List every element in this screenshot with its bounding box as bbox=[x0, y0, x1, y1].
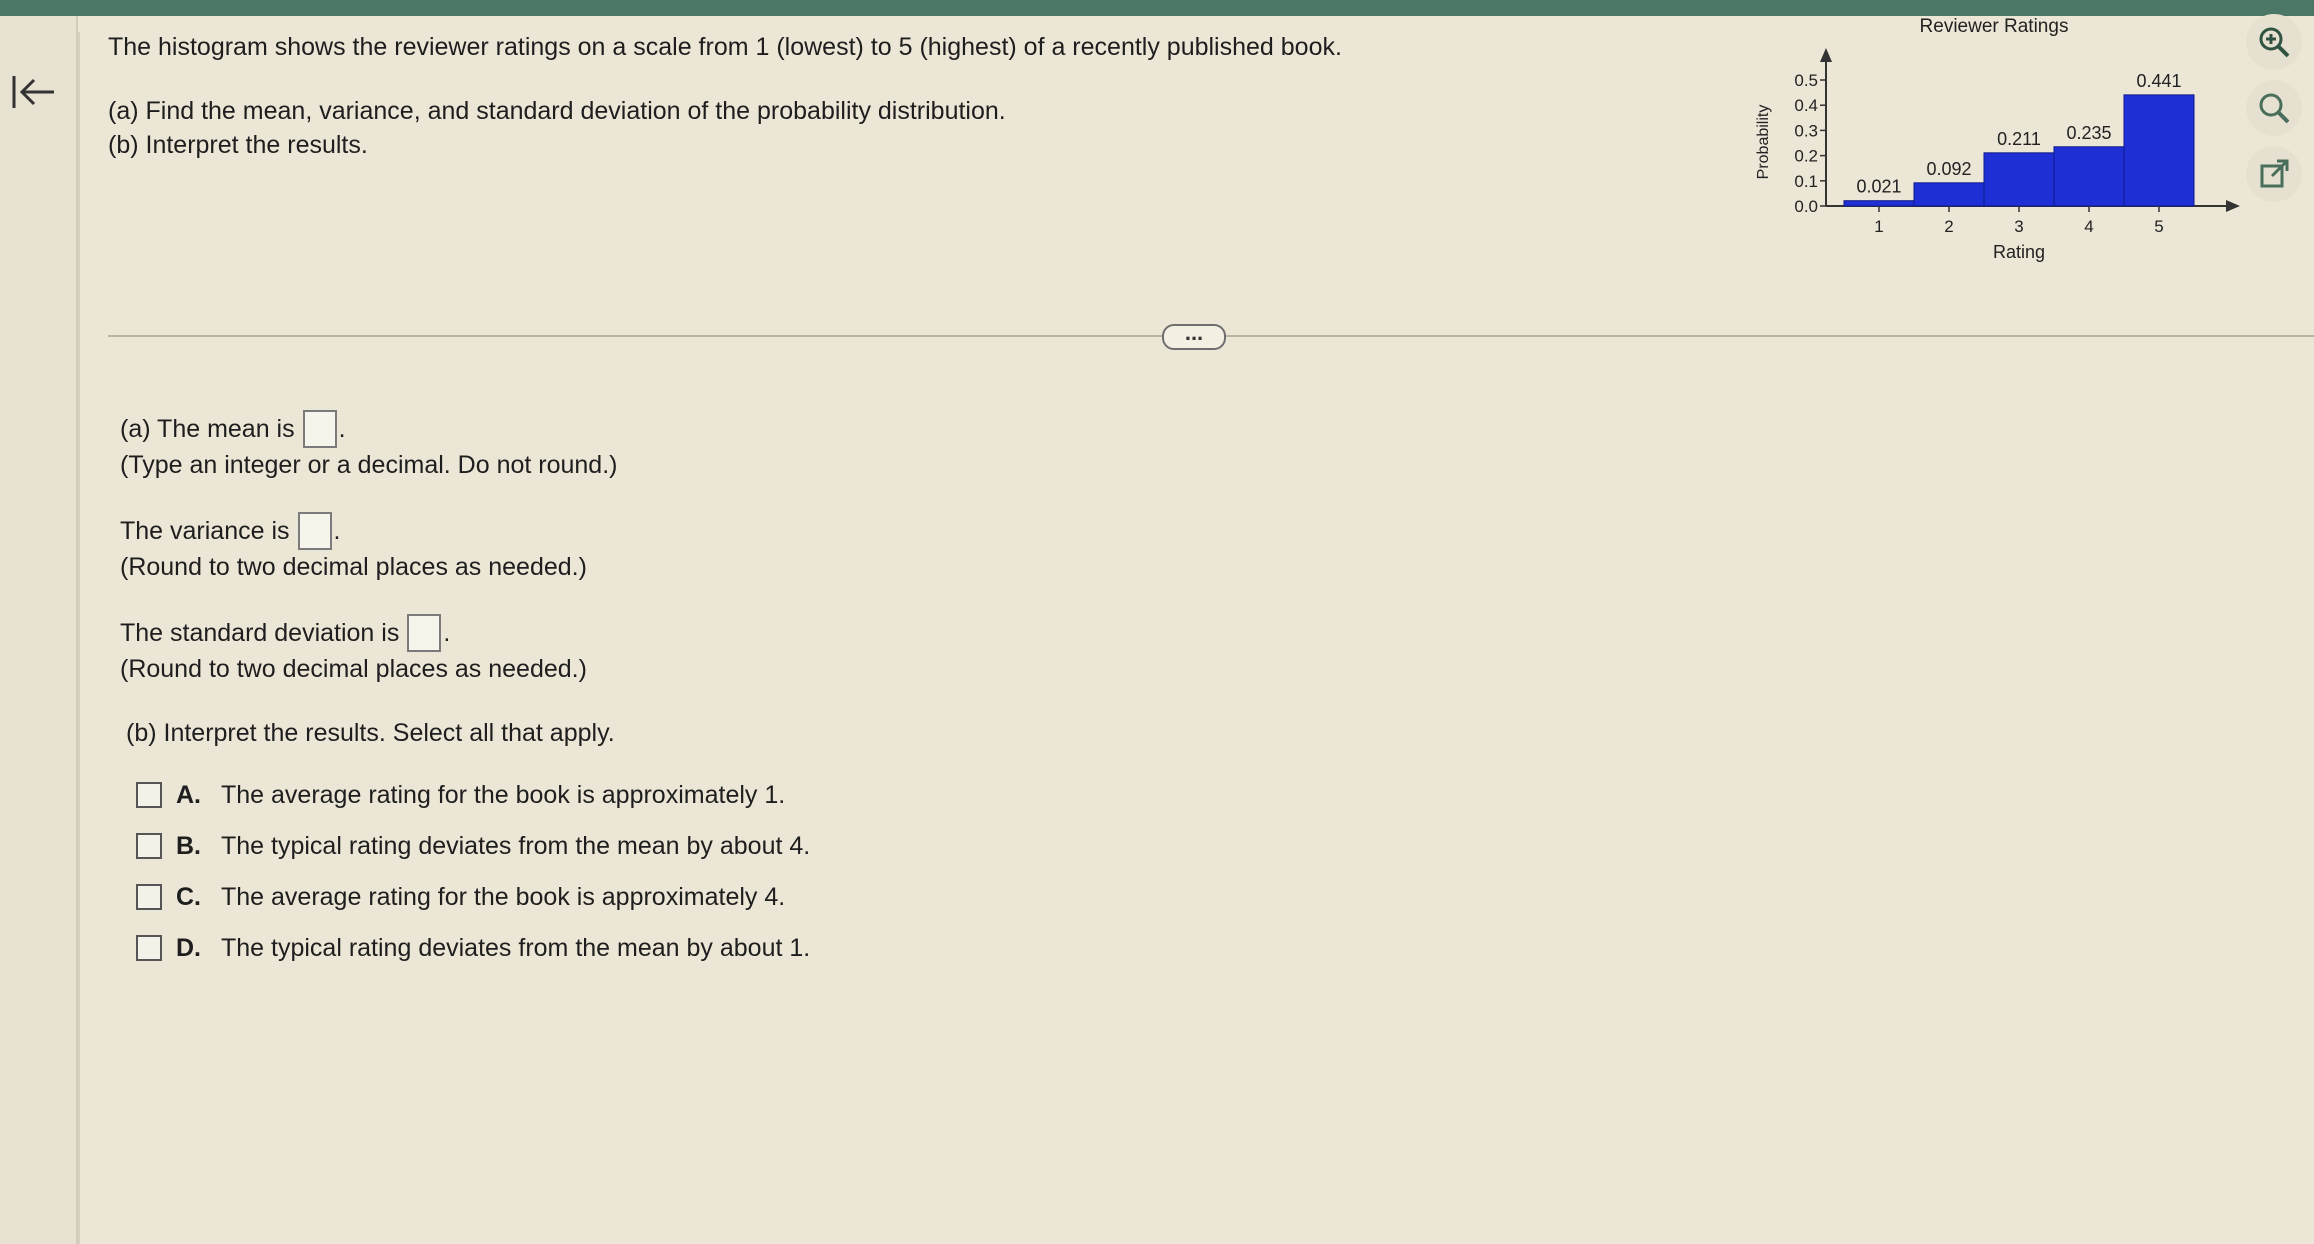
choice-c[interactable] bbox=[136, 880, 1320, 914]
choice-c-letter: C. bbox=[176, 883, 201, 911]
y-tick-label-1: 0.1 bbox=[1794, 171, 1818, 191]
sd-input[interactable] bbox=[407, 614, 441, 652]
external-link-icon bbox=[2256, 156, 2292, 192]
x-tick-label-1: 1 bbox=[1874, 217, 1884, 236]
y-tick-label-4: 0.4 bbox=[1794, 96, 1818, 116]
x-tick-label-4: 4 bbox=[2084, 217, 2094, 236]
mean-block bbox=[120, 410, 1320, 482]
y-axis-arrow bbox=[1820, 48, 1832, 62]
x-tick-label-3: 3 bbox=[2014, 217, 2024, 236]
search-icon bbox=[2256, 90, 2292, 126]
x-tick-label-5: 5 bbox=[2154, 217, 2164, 236]
choice-b-checkbox[interactable] bbox=[136, 833, 162, 859]
x-tick-label-2: 2 bbox=[1944, 217, 1954, 236]
back-button[interactable] bbox=[8, 66, 60, 118]
chart-title: Reviewer Ratings bbox=[1919, 16, 2069, 37]
choice-a-text: The average rating for the book is approximately 1. bbox=[221, 781, 786, 809]
sd-label: The standard deviation is bbox=[120, 619, 400, 647]
mean-input[interactable] bbox=[303, 410, 337, 448]
variance-note: (Round to two decimal places as needed.) bbox=[120, 553, 587, 581]
choice-b[interactable] bbox=[136, 829, 1320, 863]
mean-note: (Type an integer or a decimal. Do not round.) bbox=[120, 451, 618, 479]
variance-period: . bbox=[333, 517, 341, 545]
bar-value-label-2: 0.092 bbox=[1926, 158, 1972, 179]
choice-a[interactable] bbox=[136, 778, 1320, 812]
histogram-svg bbox=[1740, 10, 2260, 280]
bar-value-label-5: 0.441 bbox=[2136, 70, 2182, 91]
bar-rating-5 bbox=[2124, 95, 2194, 206]
question-panel bbox=[108, 30, 1608, 162]
choice-a-letter: A. bbox=[176, 781, 201, 809]
choice-d-letter: D. bbox=[176, 934, 201, 962]
choice-b-letter: B. bbox=[176, 832, 201, 860]
question-part-a: (a) Find the mean, variance, and standard deviation of the probability distribution. bbox=[108, 97, 1006, 125]
bar-value-label-3: 0.211 bbox=[1997, 128, 2041, 149]
choice-a-checkbox[interactable] bbox=[136, 782, 162, 808]
variance-input[interactable] bbox=[298, 512, 332, 550]
question-stem: The histogram shows the reviewer ratings on a scale from 1 (lowest) to 5 (highest) of a recently published book. bbox=[108, 33, 1342, 61]
bar-value-label-1: 0.021 bbox=[1856, 176, 1902, 197]
zoom-in-button[interactable] bbox=[2246, 14, 2302, 70]
sd-block bbox=[120, 614, 1320, 686]
variance-label: The variance is bbox=[120, 517, 290, 545]
bar-value-label-4: 0.235 bbox=[2066, 122, 2112, 143]
arrow-left-to-bar-icon bbox=[8, 66, 60, 118]
question-part-b: (b) Interpret the results. bbox=[108, 131, 368, 159]
bar-rating-3 bbox=[1984, 153, 2054, 206]
expand-button[interactable]: ... bbox=[1162, 324, 1226, 350]
zoom-in-icon bbox=[2256, 24, 2292, 60]
sd-period: . bbox=[443, 619, 451, 647]
variance-block bbox=[120, 512, 1320, 584]
y-tick-label-0: 0.0 bbox=[1794, 197, 1818, 216]
interpret-prompt: (b) Interpret the results. Select all that apply. bbox=[126, 719, 615, 747]
content-edge bbox=[78, 32, 80, 1244]
choice-c-text: The average rating for the book is approximately 4. bbox=[221, 883, 786, 911]
x-axis-label: Rating bbox=[1992, 242, 2046, 262]
y-tick-label-5: 0.5 bbox=[1794, 71, 1818, 90]
bar-rating-1 bbox=[1844, 201, 1914, 206]
bar-rating-4 bbox=[2054, 147, 2124, 206]
histogram-chart bbox=[1740, 10, 2260, 280]
mean-period: . bbox=[338, 415, 346, 443]
bar-rating-2 bbox=[1914, 183, 1984, 206]
zoom-out-button[interactable] bbox=[2246, 80, 2302, 136]
x-axis-arrow bbox=[2226, 200, 2240, 212]
tool-column bbox=[2246, 14, 2306, 194]
choice-d-checkbox[interactable] bbox=[136, 935, 162, 961]
popout-button[interactable] bbox=[2246, 146, 2302, 202]
choice-b-text: The typical rating deviates from the mean by about 4. bbox=[221, 832, 811, 860]
left-rail bbox=[0, 16, 78, 1244]
y-tick-label-3: 0.3 bbox=[1794, 121, 1818, 141]
y-tick-label-2: 0.2 bbox=[1794, 146, 1818, 166]
choice-d[interactable] bbox=[136, 931, 1320, 965]
y-axis-label: Probability bbox=[1755, 104, 1772, 180]
choice-d-text: The typical rating deviates from the mean by about 1. bbox=[221, 934, 811, 962]
mean-label: (a) The mean is bbox=[120, 415, 295, 443]
answer-panel bbox=[120, 410, 1320, 982]
sd-note: (Round to two decimal places as needed.) bbox=[120, 655, 587, 683]
choice-c-checkbox[interactable] bbox=[136, 884, 162, 910]
